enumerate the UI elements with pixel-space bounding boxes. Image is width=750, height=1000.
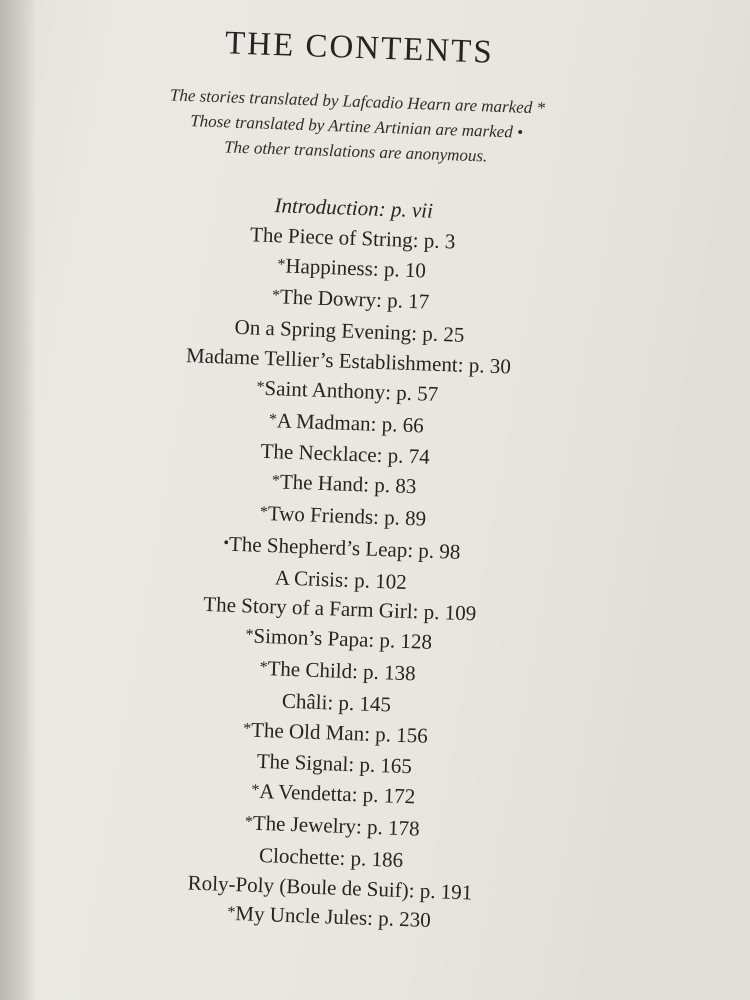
toc-entry-text: Two Friends: p. 89 xyxy=(267,501,427,531)
translator-marker: * xyxy=(268,410,278,428)
note-artinian: Those translated by Artine Artinian are marked • xyxy=(189,111,524,142)
translator-marker: * xyxy=(242,719,252,738)
translator-marker: * xyxy=(244,813,254,831)
translator-marker: * xyxy=(271,472,281,490)
toc-entry-text: The Dowry: p. 17 xyxy=(279,284,430,314)
toc-entry-text: Introduction: p. vii xyxy=(274,193,434,223)
translator-marker: • xyxy=(223,534,230,552)
toc-entry-text: The Child: p. 138 xyxy=(267,656,417,686)
toc-entry-text: Madame Tellier’s Establishment: p. 30 xyxy=(185,343,512,379)
table-of-contents xyxy=(119,187,565,942)
page-title: THE CONTENTS xyxy=(224,25,495,71)
toc-entry-text: The Signal: p. 165 xyxy=(256,749,413,779)
note-anonymous: The other translations are anonymous. xyxy=(223,137,488,166)
toc-entry-text: A Crisis: p. 102 xyxy=(274,564,408,594)
toc-entry-text: The Story of a Farm Girl: p. 109 xyxy=(202,592,477,626)
translator-marker: * xyxy=(259,503,269,522)
toc-entry-text: Clochette: p. 186 xyxy=(258,842,404,872)
toc-entry-text: The Necklace: p. 74 xyxy=(260,439,431,470)
translator-marker: * xyxy=(271,287,281,305)
translator-marker: * xyxy=(277,255,286,274)
translator-marker: * xyxy=(256,378,265,396)
toc-entry-text: The Jewelry: p. 178 xyxy=(252,810,420,841)
toc-entry-text: Roly-Poly (Boule de Suif): p. 191 xyxy=(187,870,473,904)
translator-marker: * xyxy=(245,626,254,644)
toc-entry-text: My Uncle Jules: p. 230 xyxy=(234,901,432,933)
contents-block xyxy=(119,23,570,942)
note-hearn: The stories translated by Lafcadio Hearn are marked * xyxy=(169,85,546,118)
toc-entry-text: On a Spring Evening: p. 25 xyxy=(234,315,465,348)
toc-entry-text: The Old Man: p. 156 xyxy=(250,717,429,748)
toc-entry-text: Happiness: p. 10 xyxy=(285,253,427,283)
toc-entry-text: A Vendetta: p. 172 xyxy=(258,779,416,809)
toc-entry-text: The Hand: p. 83 xyxy=(279,469,417,499)
toc-entry-text: The Shepherd’s Leap: p. 98 xyxy=(228,531,461,564)
translator-marker: * xyxy=(251,781,260,800)
toc-entry-text: Saint Anthony: p. 57 xyxy=(264,375,439,406)
toc-entry-text: Châli: p. 145 xyxy=(281,688,392,717)
toc-entry-text: A Madman: p. 66 xyxy=(276,407,425,438)
translation-notes xyxy=(145,82,567,172)
toc-entry-text: The Piece of String: p. 3 xyxy=(249,222,456,254)
translator-marker: * xyxy=(227,904,236,922)
toc-entry-text: Simon’s Papa: p. 128 xyxy=(253,623,433,655)
translator-marker: * xyxy=(259,658,268,677)
